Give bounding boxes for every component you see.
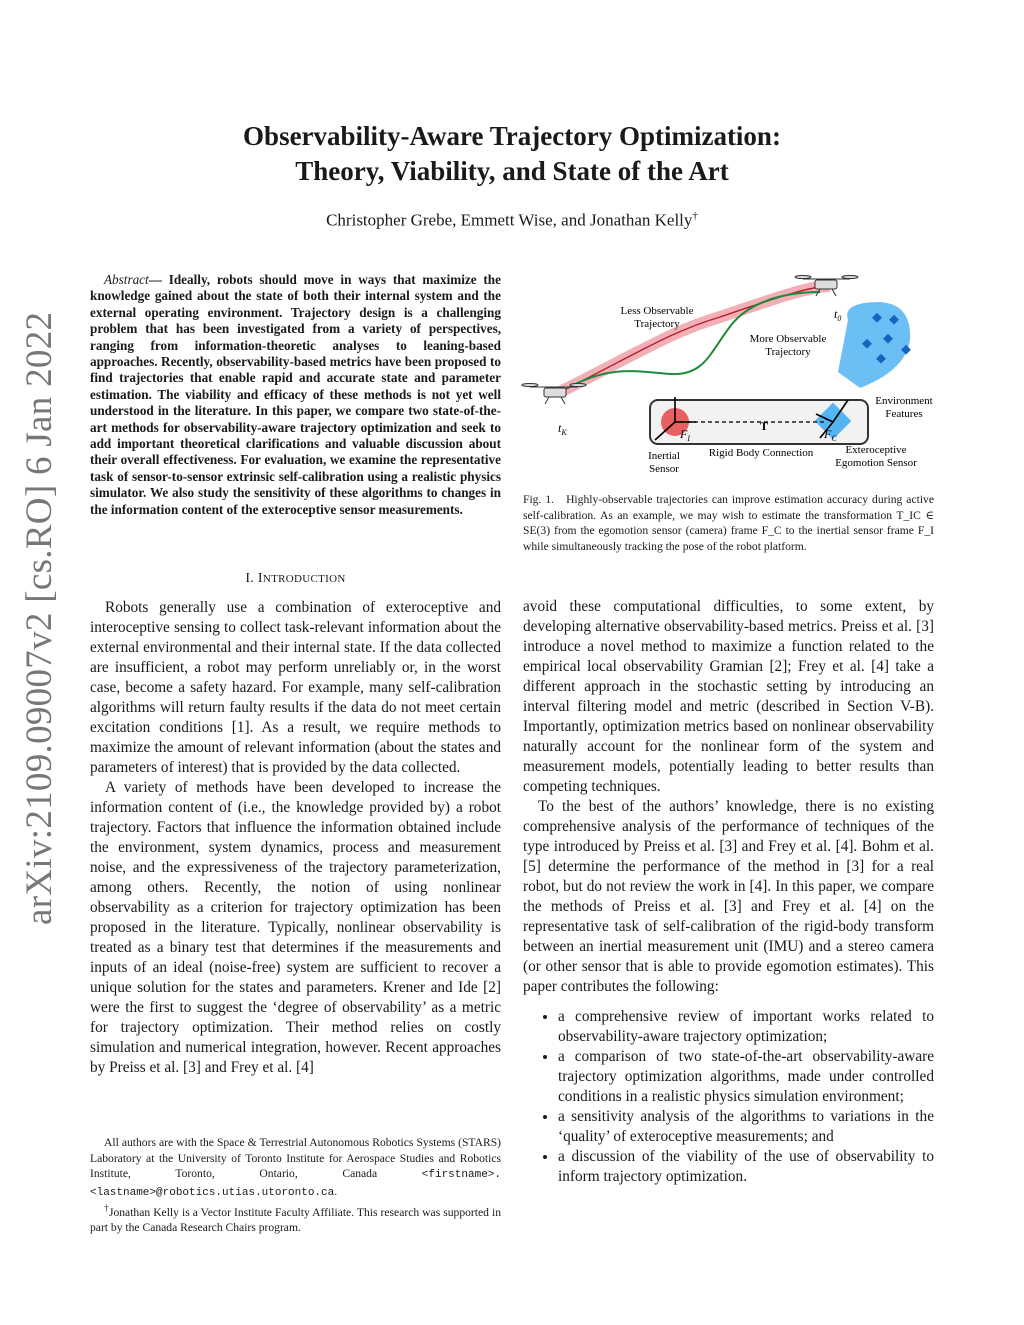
label-less-observable-2: Trajectory bbox=[634, 318, 680, 330]
contribution-item: • a discussion of the viability of the use of observability to inform trajectory optimization. bbox=[558, 1147, 934, 1187]
footnote-funding-text: Jonathan Kelly is a Vector Institute Faculty Affiliate. This research was supported in part by the Canada Research Chairs program. bbox=[90, 1205, 501, 1235]
label-environment-1: Environment bbox=[875, 395, 933, 407]
label-more-observable-1: More Observable bbox=[749, 333, 827, 345]
figure-1-caption bbox=[523, 492, 934, 554]
caption-text: Highly-observable trajectories can improve estimation accuracy during active self-calibration. As an example, we may wish to estimate the transformation T_IC ∈ SE(3) from the egomotion sensor (camera) frame F_C to the inertial sensor frame F_I while simultaneously tracking the pose of the robot platform. bbox=[523, 493, 934, 553]
footnote-affiliation-text: All authors are with the Space & Terrestrial Autonomous Robotics Systems (STARS) Laboratory at the University of Toronto Institute for Aerospace Studies and Robotics Institute, Toronto, Ontario, Canada bbox=[90, 1136, 501, 1180]
label-exteroceptive-2: Egomotion Sensor bbox=[835, 457, 917, 469]
drone-tk-icon bbox=[522, 384, 586, 405]
left-column-body bbox=[90, 598, 501, 1078]
footnotes bbox=[90, 1135, 501, 1236]
footnote-affiliation-end: . bbox=[334, 1184, 338, 1198]
label-frame-inertial: $F_I$ bbox=[680, 427, 691, 443]
contribution-item: • a sensitivity analysis of the algorithms to variations in the ‘quality’ of exteroceptive measurements; and bbox=[558, 1107, 934, 1147]
contribution-item: • a comparison of two state-of-the-art observability-aware trajectory optimization algorithms, made under controlled conditions in a realistic physics simulation environment; bbox=[558, 1047, 934, 1107]
contribution-item: • a comprehensive review of important works related to observability-aware trajectory optimization; bbox=[558, 1007, 934, 1047]
right-column-body bbox=[523, 597, 934, 1187]
label-less-observable-1: Less Observable bbox=[620, 305, 694, 317]
environment-feature-region bbox=[838, 302, 910, 388]
label-frame-camera: $F_C$ bbox=[824, 427, 837, 443]
footnote-affiliation bbox=[90, 1135, 501, 1201]
abstract bbox=[90, 272, 501, 518]
title-line-1: Observability-Aware Trajectory Optimization: bbox=[243, 121, 781, 151]
footnote-email: <firstname>.<lastname>@robotics.utias.utoronto.ca bbox=[90, 1169, 501, 1199]
label-inertial-1: Inertial bbox=[648, 450, 680, 462]
label-t0: $t_0$ bbox=[834, 307, 842, 323]
label-rigid-body: Rigid Body Connection bbox=[708, 447, 814, 459]
footnote-funding-mark: † bbox=[104, 1203, 109, 1214]
label-transform-T: T bbox=[760, 419, 769, 433]
caption-label: Fig. 1. bbox=[523, 493, 555, 506]
intro-paragraph-1: Robots generally use a combination of exteroceptive and interoceptive sensing to collect task-relevant information about the external environmental and their internal state. If the data collected are insufficient, a robot may perform unreliably or, in the worst case, become a safety hazard. For example, many self-calibration algorithms will return faulty results if the data do not meet certain excitation conditions [1]. As a result, we require methods to maximize the amount of relevant information (about the states and parameters of interest) that is provided by the data collected. bbox=[90, 599, 501, 776]
label-environment-2: Features bbox=[885, 408, 923, 420]
author-names: Christopher Grebe, Emmett Wise, and Jonathan Kelly bbox=[326, 210, 693, 230]
abstract-text: — Ideally, robots should move in ways that maximize the knowledge gained about the state of both their internal system and the external operating environment. Trajectory design is a challenging problem that has been investigated from a variety of perspectives, ranging from information-theoretic analyses to leaning-based approaches. Recently, observability-based metrics have been proposed to find trajectories that enable rapid and accurate state and parameter estimation. The viability and efficacy of these methods is not yet well understood in the literature. In this paper, we compare two state-of-the-art methods for observability-aware trajectory optimization and seek to add important theoretical clarifications and valuable discussion about their overall effectiveness. For evaluation, we examine the representative task of sensor-to-sensor extrinsic self-calibration using a realistic physics simulator. We also study the sensitivity of these algorithms to changes in the information content of the exteroceptive sensor measurements. bbox=[90, 272, 501, 517]
section-number: I. bbox=[245, 571, 255, 586]
abstract-label: Abstract bbox=[104, 272, 149, 287]
intro-paragraph-4: To the best of the authors’ knowledge, there is no existing comprehensive analysis of the performance of techniques of the type introduced by Preiss et al. [3] and Frey et al. [4]. Bohm et al. [5] determine the performance of the method in [3] for a real robot, but do not review the work in [4]. In this paper, we compare the methods of Preiss et al. [3] and Frey et al. [4] on the representative task of self-calibration of the rigid-body transform between an inertial measurement unit (IMU) and a stereo camera (or other sensor that is able to provide egomotion estimates). This paper contributes the following: bbox=[523, 798, 934, 995]
footnote-funding bbox=[90, 1201, 501, 1236]
intro-paragraph-2: A variety of methods have been developed to increase the information content of (i.e., the knowledge provided by) a robot trajectory. Factors that influence the information obtained include the environment, system dynamics, process and measurement noise, and the expressiveness of the trajectory parameterization, among others. Recently, the notion of using nonlinear observability as a criterion for trajectory optimization has been proposed in the literature. Typically, nonlinear observability is treated as a binary test that determines if the measurements and inputs of an ideal (noise-free) system are sufficient to recover a unique solution for the states and parameters. Krener and Ide [2] were the first to suggest the ‘degree of observability’ as a metric for trajectory optimization. Their method relies on costly simulation and numerical integration, however. Recent approaches by Preiss et al. [3] and Frey et al. [4] bbox=[90, 779, 501, 1076]
section-title-initial: I bbox=[257, 571, 263, 586]
figure-1-diagram bbox=[520, 262, 940, 478]
label-inertial-2: Sensor bbox=[649, 463, 679, 475]
title-line-2: Theory, Viability, and State of the Art bbox=[295, 156, 729, 186]
contributions-list bbox=[523, 1007, 934, 1187]
intro-paragraph-3: avoid these computational difficulties, to some extent, by developing alternative observability-based metrics. Preiss et al. [3] introduce a novel method to maximize a function related to the empirical local observability Gramian [2]; Frey et al. [4] take a different approach in the stochastic setting by introducing an interval filtering model and metric (described in Section V-B). Importantly, optimization metrics based on nonlinear observability naturally account for the nonlinear form of the system and measurement models, potentially leading to better results than competing techniques. bbox=[523, 598, 934, 795]
author-footnote-mark: † bbox=[692, 210, 698, 222]
label-exteroceptive-1: Exteroceptive bbox=[845, 444, 907, 456]
section-heading-introduction bbox=[90, 571, 501, 587]
label-tk: $t_K$ bbox=[558, 421, 567, 437]
author-list bbox=[0, 210, 1024, 231]
paper-title bbox=[0, 119, 1024, 189]
label-more-observable-2: Trajectory bbox=[765, 346, 811, 358]
arxiv-identifier: arXiv:2109.09007v2 [cs.RO] 6 Jan 2022 bbox=[19, 311, 60, 925]
figure-1 bbox=[520, 262, 940, 478]
section-title-rest: NTRODUCTION bbox=[262, 573, 346, 585]
